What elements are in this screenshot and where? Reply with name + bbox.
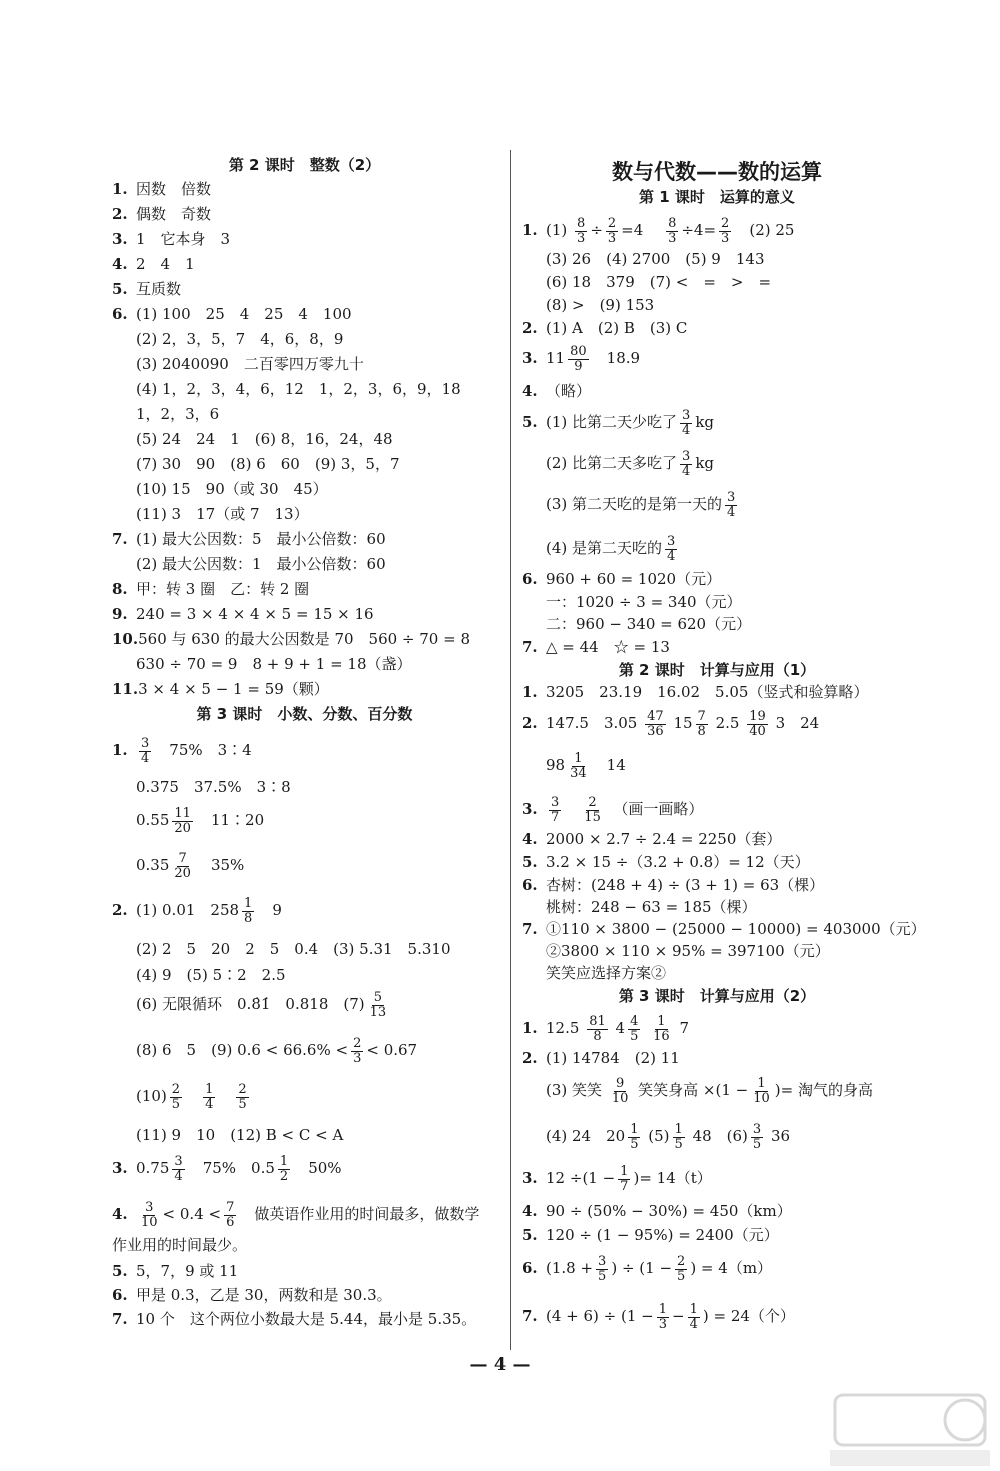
fraction: $\frac{2}{3}$	[607, 215, 617, 246]
section-title-lesson2: 第 2 课时 整数（2）	[228, 156, 381, 174]
answer-4: 4. 90 ÷ (50% − 30%) = 450（km）	[522, 1202, 792, 1220]
fraction: $\frac{3}{4}$	[727, 489, 736, 520]
answer-5-line: (3) 第二天吃的是第一天的 $\frac{3}{4}$	[546, 489, 736, 520]
fraction: $\frac{5}{13}$	[369, 989, 387, 1020]
answer-1: 1. 因数 倍数	[112, 180, 212, 198]
fraction: $\frac{2}{5}$	[171, 1081, 181, 1112]
answer-6: 6. 960 + 60 = 1020（元）	[522, 570, 722, 588]
answer-2-line: (4) 9 (5) 5∶2 2.5	[136, 966, 286, 984]
answer-2-line: (11) 9 10 (12) B < C < A	[136, 1126, 344, 1144]
fraction: $\frac{3}{4}$	[667, 533, 676, 564]
fraction: $\frac{3}{5}$	[598, 1253, 607, 1284]
answer-1-line: (6) 18 379 (7) < = > =	[546, 273, 772, 291]
answer-5: 5. (1) 比第二天少吃了 $\frac{3}{4}$ kg	[522, 407, 715, 438]
answer-6-line: (10) 15 90（或 30 45）	[136, 480, 328, 498]
fraction: $\frac{2}{3}$	[721, 215, 730, 246]
answer-4-line: 作业用的时间最少。	[112, 1236, 248, 1254]
answer-6-line: (4) 1，2，3，4，6，12 1，2，3，6，9，18	[136, 380, 461, 398]
fraction: $\frac{2}{3}$	[353, 1035, 362, 1066]
answer-2-line: (3) 笑笑 $\frac{9}{10}$ 笑笑身高 ×(1 − $\frac{1}{10}$ )= 淘气的身高	[546, 1075, 873, 1106]
answer-1: 1. 12.5 $\frac{81}{8}$ 4 $\frac{4}{5}$ $\frac{1}{16}$ 7	[522, 1013, 689, 1044]
answer-2-line: (10) $\frac{2}{5}$ $\frac{1}{4}$ $\frac{2}{5}$	[136, 1081, 247, 1112]
answer-2-line: (2) 2 5 20 2 5 0.4 (3) 5.31 5.310	[136, 940, 451, 958]
answer-1-line: 0.375 37.5% 3∶8	[136, 778, 291, 796]
fraction: $\frac{3}{4}$	[682, 448, 691, 479]
answer-2-line: (4) 24 20 $\frac{1}{5}$ (5) $\frac{1}{5}$ 48 (6) $\frac{3}{5}$ 36	[546, 1121, 791, 1152]
answer-6: 6. (1.8 + $\frac{3}{5}$ ) ÷ (1 − $\frac{2}{5}$ ) = 4（m）	[522, 1253, 773, 1284]
answer-4: 4. $\frac{3}{10}$ < 0.4 < $\frac{7}{6}$ 做英语作业用的时间最多，做数学	[112, 1199, 480, 1230]
answer-3: 3. 0.75 $\frac{3}{4}$ 75% 0.5 $\frac{1}{2}$ 50%	[112, 1153, 342, 1184]
answer-6-line: (11) 3 17（或 7 13）	[136, 505, 309, 523]
answer-6: 6. 杏树：(248 + 4) ÷ (3 + 1) = 63（棵）	[522, 876, 825, 894]
answer-7: 7. △ = 44 ☆ = 13	[522, 638, 670, 656]
fraction: $\frac{2}{15}$	[584, 794, 601, 825]
answer-6-line: 1，2，3，6	[136, 405, 220, 423]
answer-2: 2. 147.5 3.05 $\frac{47}{36}$ 15 $\frac{7}{8}$ 2.5 $\frac{19}{40}$ 3 24	[522, 708, 820, 739]
answer-6-line: 桃树：248 − 63 = 185（棵）	[546, 898, 757, 916]
answer-5: 5. 互质数	[112, 280, 182, 298]
answer-5: 5. 3.2 × 15 ÷（3.2 + 0.8）= 12（天）	[522, 853, 810, 871]
answer-1-line: (8) > (9) 153	[546, 296, 655, 314]
fraction: $\frac{2}{5}$	[677, 1253, 686, 1284]
answer-5: 5. 5，7，9 或 11	[112, 1262, 239, 1280]
answer-10: 10.560 与 630 的最大公因数是 70 560 ÷ 70 = 8	[112, 630, 470, 648]
answer-9: 9. 240 = 3 × 4 × 4 × 5 = 15 × 16	[112, 605, 374, 623]
answer-6-line: (7) 30 90 (8) 6 60 (9) 3，5，7	[136, 455, 400, 473]
answer-4: 4. 2000 × 2.7 ÷ 2.4 = 2250（套）	[522, 830, 782, 848]
answer-2: 2. (1) 14784 (2) 11	[522, 1049, 680, 1067]
answer-7: 7. 10 个 这个两位小数最大是 5.44，最小是 5.35。	[112, 1310, 477, 1328]
answer-2: 2. (1) A (2) B (3) C	[522, 319, 688, 337]
fraction: $\frac{3}{4}$	[174, 1153, 183, 1184]
fraction: $\frac{1}{3}$	[658, 1301, 668, 1332]
answer-3: 3. 1 它本身 3	[112, 230, 231, 248]
fraction: $\frac{1}{8}$	[244, 895, 253, 926]
answer-4: 4. 2 4 1	[112, 255, 195, 273]
answer-2-line: (8) 6 5 (9) 0.6 < 66.6% < $\frac{2}{3}$ < 0.67	[136, 1035, 418, 1066]
answer-8: 8. 甲：转 3 圈 乙：转 2 圈	[112, 580, 310, 598]
answer-11: 11.3 × 4 × 5 − 1 = 59（颗）	[112, 680, 329, 698]
answer-3: 3. 12 ÷(1 − $\frac{1}{7}$ )= 14（t）	[522, 1163, 712, 1194]
chapter-title: 数与代数——数的运算	[612, 160, 822, 184]
answer-10-line: 630 ÷ 70 = 9 8 + 9 + 1 = 18（盏）	[136, 655, 412, 673]
fraction: $\frac{1}{2}$	[279, 1153, 289, 1184]
answer-6-line: (2) 2，3，5，7 4，6，8，9	[136, 330, 344, 348]
answer-1-line: (3) 26 (4) 2700 (5) 9 143	[546, 250, 765, 268]
fraction: $\frac{1}{5}$	[674, 1121, 683, 1152]
fraction: $\frac{8}{3}$	[577, 215, 586, 246]
fraction: $\frac{1}{16}$	[653, 1013, 670, 1044]
fraction: $\frac{11}{20}$	[174, 805, 191, 836]
fraction: $\frac{3}{4}$	[141, 735, 150, 766]
column-divider	[510, 150, 511, 1350]
fraction: $\frac{47}{36}$	[647, 708, 664, 739]
fraction: $\frac{1}{5}$	[630, 1121, 639, 1152]
answer-5-line: (4) 是第二天吃的 $\frac{3}{4}$	[546, 533, 676, 564]
fraction: $\frac{7}{6}$	[226, 1199, 235, 1230]
answer-7: 7. (1) 最大公因数：5 最小公倍数：60	[112, 530, 386, 548]
fraction: $\frac{3}{4}$	[682, 407, 691, 438]
answer-6-line: 一：1020 ÷ 3 = 340（元）	[546, 593, 742, 611]
answer-5-line: (2) 比第二天多吃了 $\frac{3}{4}$ kg	[546, 448, 715, 479]
answer-6-line: (5) 24 24 1 (6) 8，16，24，48	[136, 430, 393, 448]
answer-1-line: 0.35 $\frac{7}{20}$ 35%	[136, 850, 245, 881]
fraction: $\frac{3}{7}$	[551, 794, 560, 825]
answer-7: 7. (4 + 6) ÷ (1 − $\frac{1}{3}$ − $\frac{1}{4}$ ) = 24（个）	[522, 1301, 795, 1332]
watermark-logo-icon	[825, 1390, 995, 1470]
fraction: $\frac{1}{4}$	[689, 1301, 698, 1332]
answer-5: 5. 120 ÷ (1 − 95%) = 2400（元）	[522, 1226, 779, 1244]
answer-3: 3. 11 $\frac{80}{9}$ 18.9	[522, 343, 641, 374]
fraction: $\frac{8}{3}$	[668, 215, 677, 246]
fraction: $\frac{7}{20}$	[174, 850, 191, 881]
answer-4: 4. （略）	[522, 382, 592, 400]
fraction: $\frac{19}{40}$	[749, 708, 766, 739]
fraction: $\frac{3}{10}$	[141, 1199, 158, 1230]
answer-7: 7. ①110 × 3800 − (25000 − 10000) = 403000（元）	[522, 920, 926, 938]
answer-6-line: (3) 2040090 二百零四万零九十	[136, 355, 364, 373]
fraction: $\frac{3}{5}$	[752, 1121, 762, 1152]
answer-6: 6. (1) 100 25 4 25 4 100	[112, 305, 352, 323]
fraction: $\frac{1}{10}$	[753, 1075, 770, 1106]
fraction: $\frac{4}{5}$	[630, 1013, 639, 1044]
answer-1-line: 0.55 $\frac{11}{20}$ 11∶20	[136, 805, 265, 836]
fraction: $\frac{1}{7}$	[620, 1163, 629, 1194]
section-title-lesson3: 第 3 课时 计算与应用（2）	[618, 987, 816, 1005]
answer-2-line: (6) 无限循环 0.8̇1̇ 0.818 (7) $\frac{5}{13}$	[136, 989, 387, 1020]
fraction: $\frac{81}{8}$	[589, 1013, 606, 1044]
fraction: $\frac{80}{9}$	[570, 343, 587, 374]
section-title-lesson1: 第 1 课时 运算的意义	[639, 188, 795, 206]
answer-1: 1. 3205 23.19 16.02 5.05（竖式和验算略）	[522, 683, 869, 701]
answer-7-line: ②3800 × 110 × 95% = 397100（元）	[546, 942, 830, 960]
section-title-lesson2: 第 2 课时 计算与应用（1）	[618, 661, 816, 679]
page-number: — 4 —	[469, 1354, 531, 1375]
answer-1: 1. $\frac{3}{4}$ 75% 3∶4	[112, 735, 252, 766]
answer-2: 2. 偶数 奇数	[112, 205, 212, 223]
fraction: $\frac{2}{5}$	[238, 1081, 247, 1112]
fraction: $\frac{9}{10}$	[611, 1075, 629, 1106]
section-title-lesson3: 第 3 课时 小数、分数、百分数	[196, 705, 413, 723]
answer-2-line: 98 $\frac{1}{34}$ 14	[546, 750, 626, 781]
answer-3: 3. $\frac{3}{7}$ $\frac{2}{15}$ （画一画略）	[522, 794, 704, 825]
fraction: $\frac{7}{8}$	[697, 708, 706, 739]
answer-6: 6. 甲是 0.3，乙是 30，两数和是 30.3。	[112, 1286, 392, 1304]
fraction: $\frac{1}{4}$	[205, 1081, 214, 1112]
fraction: $\frac{1}{34}$	[570, 750, 587, 781]
answer-7-line: 笑笑应选择方案②	[546, 964, 667, 982]
answer-1: 1. (1) $\frac{8}{3}$ ÷ $\frac{2}{3}$ =4 $\frac{8}{3}$ ÷4= $\frac{2}{3}$ (2) 25	[522, 215, 795, 246]
answer-7-line: (2) 最大公因数：1 最小公倍数：60	[136, 555, 386, 573]
answer-2: 2. (1) 0.01 258 $\frac{1}{8}$ 9	[112, 895, 282, 926]
answer-6-line: 二：960 − 340 = 620（元）	[546, 615, 752, 633]
